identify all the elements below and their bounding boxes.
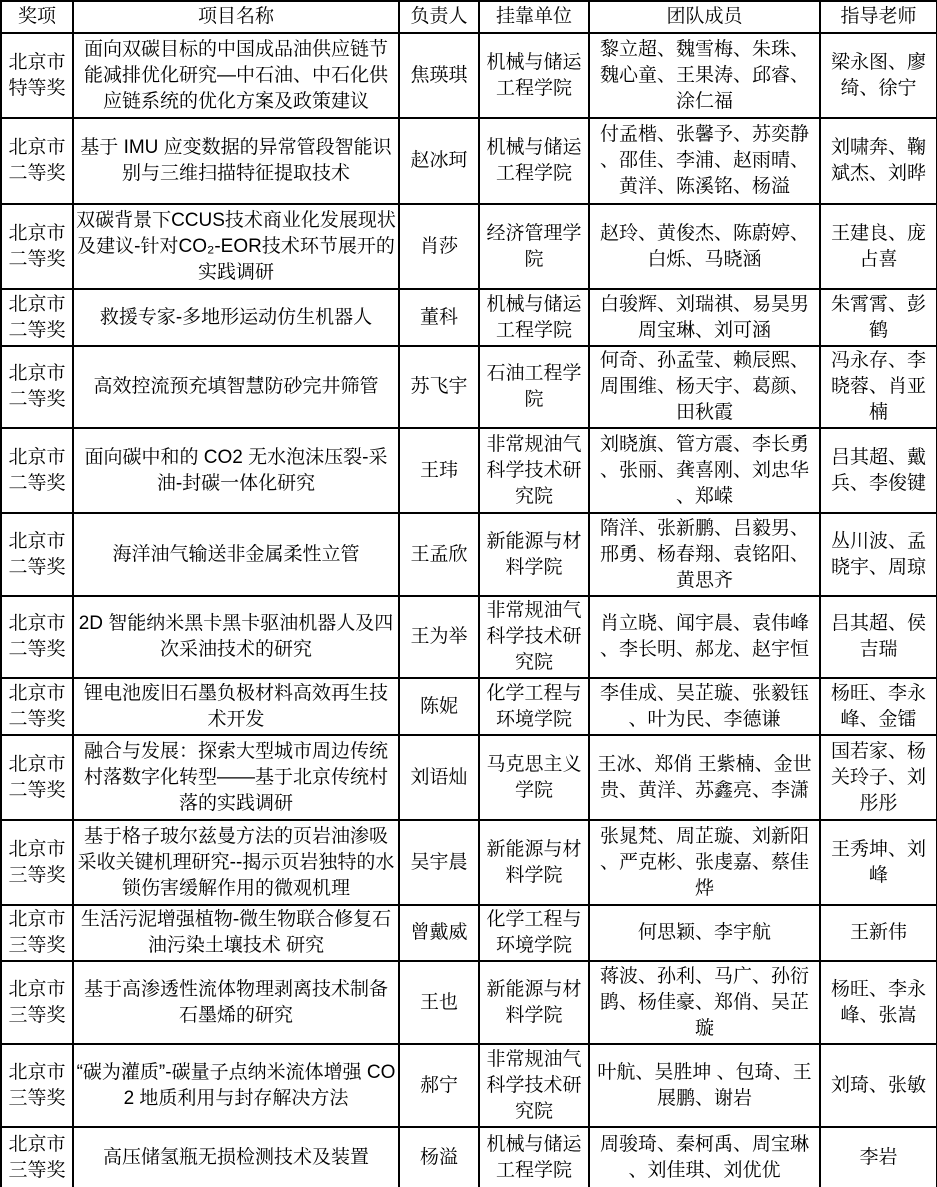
column-header-members: 团队成员 [589,1,820,33]
table-row [1,428,937,513]
column-header-project: 项目名称 [73,1,399,33]
leader-cell: 焦瑛琪 [399,33,479,118]
project-name-cell: 救援专家-多地形运动仿生机器人 [73,289,399,346]
members-cell: 刘晓旗、管方震、李长勇、张丽、龚喜刚、刘忠华、郑嵘 [589,428,820,513]
project-name-cell: 基于 IMU 应变数据的异常管段智能识别与三维扫描特征提取技术 [73,118,399,204]
advisors-cell: 杨旺、李永峰、金镭 [820,678,937,735]
project-name-cell: 面向碳中和的 CO2 无水泡沫压裂-采油-封碳一体化研究 [73,428,399,513]
unit-cell: 化学工程与环境学院 [479,678,589,735]
unit-cell: 石油工程学院 [479,346,589,428]
project-name-cell: 融合与发展：探索大型城市周边传统村落数字化转型——基于北京传统村落的实践调研 [73,735,399,820]
project-name-cell: “碳为灌质”-碳量子点纳米流体增强 CO2 地质利用与封存解决方法 [73,1044,399,1127]
table-row [1,678,937,735]
award-cell: 北京市二等奖 [1,678,73,735]
advisors-cell: 刘啸奔、鞠斌杰、刘晔 [820,118,937,204]
leader-cell: 王为举 [399,596,479,678]
members-cell: 张晁梵、周芷璇、刘新阳、严克彬、张虔嘉、蔡佳烨 [589,820,820,905]
leader-cell: 郝宁 [399,1044,479,1127]
leader-cell: 刘语灿 [399,735,479,820]
table-row [1,204,937,289]
advisors-cell: 刘琦、张敏 [820,1044,937,1127]
project-name-cell: 生活污泥增强植物-微生物联合修复石油污染土壤技术 研究 [73,905,399,961]
column-header-unit: 挂靠单位 [479,1,589,33]
unit-cell: 新能源与材料学院 [479,513,589,596]
leader-cell: 吴宇晨 [399,820,479,905]
unit-cell: 经济管理学院 [479,204,589,289]
advisors-cell: 王建良、庞占喜 [820,204,937,289]
unit-cell: 非常规油气科学技术研究院 [479,596,589,678]
table-row [1,289,937,346]
members-cell: 蒋波、孙利、马广、孙衍鹍、杨佳豪、郑俏、吴芷璇 [589,961,820,1044]
leader-cell: 曾戴威 [399,905,479,961]
header-row [1,1,937,33]
leader-cell: 肖莎 [399,204,479,289]
members-cell: 黎立超、魏雪梅、朱珠、魏心童、王果涛、邱睿、涂仁福 [589,33,820,118]
award-cell: 北京市二等奖 [1,289,73,346]
award-cell: 北京市二等奖 [1,513,73,596]
leader-cell: 王孟欣 [399,513,479,596]
unit-cell: 机械与储运工程学院 [479,289,589,346]
advisors-cell: 朱霄霄、彭鹤 [820,289,937,346]
table-row [1,346,937,428]
award-cell: 北京市二等奖 [1,346,73,428]
advisors-cell: 李岩 [820,1127,937,1187]
project-name-cell: 面向双碳目标的中国成品油供应链节能减排优化研究—中石油、中石化供应链系统的优化方案及政策建议 [73,33,399,118]
advisors-cell: 梁永图、廖绮、徐宁 [820,33,937,118]
table-row [1,820,937,905]
leader-cell: 杨溢 [399,1127,479,1187]
project-name-cell: 海洋油气输送非金属柔性立管 [73,513,399,596]
members-cell: 周骏琦、秦柯禹、周宝琳、刘佳琪、刘优优 [589,1127,820,1187]
leader-cell: 苏飞宇 [399,346,479,428]
leader-cell: 董科 [399,289,479,346]
unit-cell: 化学工程与环境学院 [479,905,589,961]
unit-cell: 非常规油气科学技术研究院 [479,1044,589,1127]
column-header-advisors: 指导老师 [820,1,937,33]
award-cell: 北京市二等奖 [1,596,73,678]
project-name-cell: 高效控流预充填智慧防砂完井筛管 [73,346,399,428]
advisors-cell: 丛川波、孟晓宇、周琼 [820,513,937,596]
leader-cell: 陈妮 [399,678,479,735]
award-cell: 北京市二等奖 [1,204,73,289]
column-header-leader: 负责人 [399,1,479,33]
awards-table-body [1,33,937,1187]
award-cell: 北京市二等奖 [1,428,73,513]
award-cell: 北京市三等奖 [1,1044,73,1127]
unit-cell: 机械与储运工程学院 [479,118,589,204]
advisors-cell: 国若家、杨关玲子、刘彤彤 [820,735,937,820]
project-name-cell: 基于格子玻尔兹曼方法的页岩油渗吸采收关键机理研究--揭示页岩独特的水锁伤害缓解作用的微观机理 [73,820,399,905]
advisors-cell: 王新伟 [820,905,937,961]
project-name-cell: 锂电池废旧石墨负极材料高效再生技术开发 [73,678,399,735]
award-cell: 北京市三等奖 [1,961,73,1044]
advisors-cell: 杨旺、李永峰、张嵩 [820,961,937,1044]
award-cell: 北京市三等奖 [1,905,73,961]
unit-cell: 非常规油气科学技术研究院 [479,428,589,513]
award-cell: 北京市特等奖 [1,33,73,118]
table-row [1,513,937,596]
table-row [1,961,937,1044]
table-row [1,1127,937,1187]
project-name-cell: 双碳背景下CCUS技术商业化发展现状及建议-针对CO₂-EOR技术环节展开的实践调研 [73,204,399,289]
advisors-cell: 王秀坤、刘峰 [820,820,937,905]
table-row [1,905,937,961]
members-cell: 何奇、孙孟莹、赖辰熙、周围维、杨天宇、葛颜、田秋霞 [589,346,820,428]
award-cell: 北京市二等奖 [1,735,73,820]
members-cell: 付孟楷、张馨予、苏奕静、邵佳、李浦、赵雨晴、黄洋、陈溪铭、杨溢 [589,118,820,204]
members-cell: 隋洋、张新鹏、吕毅男、邢勇、杨春翔、袁铭阳、黄思齐 [589,513,820,596]
members-cell: 白骏辉、刘瑞祺、易昊男 周宝琳、刘可涵 [589,289,820,346]
leader-cell: 王也 [399,961,479,1044]
table-row [1,118,937,204]
table-row [1,1044,937,1127]
advisors-cell: 吕其超、侯吉瑞 [820,596,937,678]
unit-cell: 新能源与材料学院 [479,820,589,905]
advisors-cell: 冯永存、李晓蓉、肖亚楠 [820,346,937,428]
members-cell: 何思颖、李宇航 [589,905,820,961]
advisors-cell: 吕其超、戴兵、李俊键 [820,428,937,513]
members-cell: 赵玲、黄俊杰、陈蔚婷、白烁、马晓涵 [589,204,820,289]
project-name-cell: 高压储氢瓶无损检测技术及装置 [73,1127,399,1187]
column-header-award: 奖项 [1,1,73,33]
unit-cell: 马克思主义学院 [479,735,589,820]
project-name-cell: 2D 智能纳米黑卡黑卡驱油机器人及四次采油技术的研究 [73,596,399,678]
table-row [1,33,937,118]
members-cell: 王冰、郑俏 王紫楠、金世贵、黄洋、苏鑫亮、李潇 [589,735,820,820]
leader-cell: 王玮 [399,428,479,513]
table-row [1,596,937,678]
table-row [1,735,937,820]
members-cell: 李佳成、吴芷璇、张毅钰、叶为民、李德谦 [589,678,820,735]
leader-cell: 赵冰珂 [399,118,479,204]
unit-cell: 机械与储运工程学院 [479,1127,589,1187]
members-cell: 叶航、吴胜坤 、包琦、王展鹏、谢岩 [589,1044,820,1127]
unit-cell: 新能源与材料学院 [479,961,589,1044]
award-cell: 北京市三等奖 [1,1127,73,1187]
award-cell: 北京市二等奖 [1,118,73,204]
award-cell: 北京市三等奖 [1,820,73,905]
project-name-cell: 基于高渗透性流体物理剥离技术制备石墨烯的研究 [73,961,399,1044]
members-cell: 肖立晓、闻宇晨、袁伟峰、李长明、郝龙、赵宇恒 [589,596,820,678]
unit-cell: 机械与储运工程学院 [479,33,589,118]
